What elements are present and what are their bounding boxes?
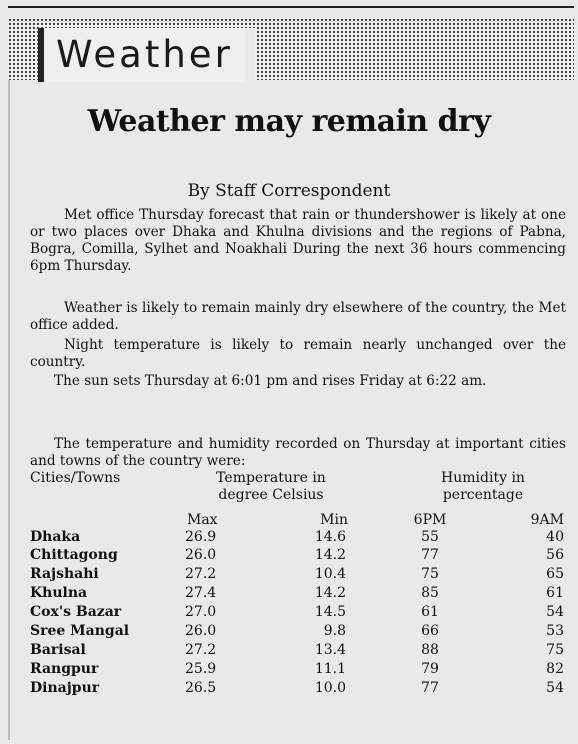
- min-cell: 14.6: [314, 529, 346, 545]
- table-row: [30, 641, 570, 660]
- max-cell: 27.0: [185, 604, 217, 620]
- humidity-6pm-cell: 66: [421, 623, 439, 639]
- paragraph: The temperature and humidity recorded on Thursday at important cities and towns of the country were:: [30, 436, 566, 469]
- humidity-9am-cell: 53: [546, 623, 564, 639]
- city-cell: Rajshahi: [30, 566, 99, 582]
- humidity-6pm-cell: 85: [421, 585, 439, 601]
- top-rule: [8, 6, 574, 14]
- min-cell: 10.4: [314, 566, 346, 582]
- column-rule: [8, 80, 10, 740]
- city-cell: Chittagong: [30, 547, 118, 563]
- table-row: [30, 546, 570, 565]
- table-row: [30, 584, 570, 603]
- header-humidity: Humidity in percentage: [441, 470, 525, 503]
- humidity-6pm-cell: 55: [421, 529, 439, 545]
- humidity-9am-cell: 56: [546, 547, 564, 563]
- header-min: Min: [320, 512, 348, 528]
- max-cell: 26.0: [185, 623, 217, 639]
- max-cell: 27.2: [185, 642, 217, 658]
- min-cell: 11.1: [314, 661, 346, 677]
- humidity-9am-cell: 54: [546, 680, 564, 696]
- humidity-9am-cell: 40: [546, 529, 564, 545]
- table-row: [30, 622, 570, 641]
- humidity-6pm-cell: 77: [421, 547, 439, 563]
- paragraph: The sun sets Thursday at 6:01 pm and rises Friday at 6:22 am.: [54, 373, 487, 389]
- paragraph: Met office Thursday forecast that rain or thundershower is likely at one or two places over Dhaka and Khulna divisions and the regions of Pabna, Bogra, Comilla, Sylhet and Noakhali During the next 36 hours commencing 6pm Thursday.: [30, 207, 566, 274]
- max-cell: 26.0: [185, 547, 217, 563]
- humidity-6pm-cell: 88: [421, 642, 439, 658]
- humidity-9am-cell: 61: [546, 585, 564, 601]
- header-6pm: 6PM: [413, 512, 447, 528]
- table-row: [30, 528, 570, 547]
- humidity-9am-cell: 82: [546, 661, 564, 677]
- city-cell: Barisal: [30, 642, 86, 658]
- max-cell: 25.9: [185, 661, 217, 677]
- city-cell: Rangpur: [30, 661, 99, 677]
- humidity-9am-cell: 54: [546, 604, 564, 620]
- humidity-6pm-cell: 75: [421, 566, 439, 582]
- header-temperature: Temperature in degree Celsius: [216, 470, 326, 503]
- humidity-9am-cell: 65: [546, 566, 564, 582]
- min-cell: 14.5: [314, 604, 346, 620]
- section-banner: [8, 18, 574, 80]
- article-byline: By Staff Correspondent: [187, 181, 391, 201]
- max-cell: 26.9: [185, 529, 217, 545]
- table-row: [30, 679, 570, 698]
- paragraph: Weather is likely to remain mainly dry elsewhere of the country, the Met office added.: [30, 300, 566, 333]
- header-9am: 9AM: [530, 512, 564, 528]
- max-cell: 26.5: [185, 680, 217, 696]
- paragraph: Night temperature is likely to remain nearly unchanged over the country.: [30, 337, 566, 370]
- header-max: Max: [187, 512, 218, 528]
- min-cell: 14.2: [314, 585, 346, 601]
- min-cell: 13.4: [314, 642, 346, 658]
- min-cell: 14.2: [314, 547, 346, 563]
- table-row: [30, 660, 570, 679]
- city-cell: Dinajpur: [30, 680, 100, 696]
- city-cell: Cox's Bazar: [30, 604, 122, 620]
- humidity-6pm-cell: 79: [421, 661, 439, 677]
- header-city: Cities/Towns: [30, 470, 121, 486]
- section-title: Weather: [38, 28, 255, 82]
- article-headline: Weather may remain dry: [87, 104, 491, 139]
- city-cell: Dhaka: [30, 529, 81, 545]
- humidity-6pm-cell: 61: [421, 604, 439, 620]
- city-cell: Sree Mangal: [30, 623, 130, 639]
- max-cell: 27.2: [185, 566, 217, 582]
- city-cell: Khulna: [30, 585, 88, 601]
- humidity-6pm-cell: 77: [421, 680, 439, 696]
- max-cell: 27.4: [185, 585, 217, 601]
- table-row: [30, 565, 570, 584]
- table-row: [30, 603, 570, 622]
- humidity-9am-cell: 75: [546, 642, 564, 658]
- min-cell: 9.8: [323, 623, 346, 639]
- min-cell: 10.0: [314, 680, 346, 696]
